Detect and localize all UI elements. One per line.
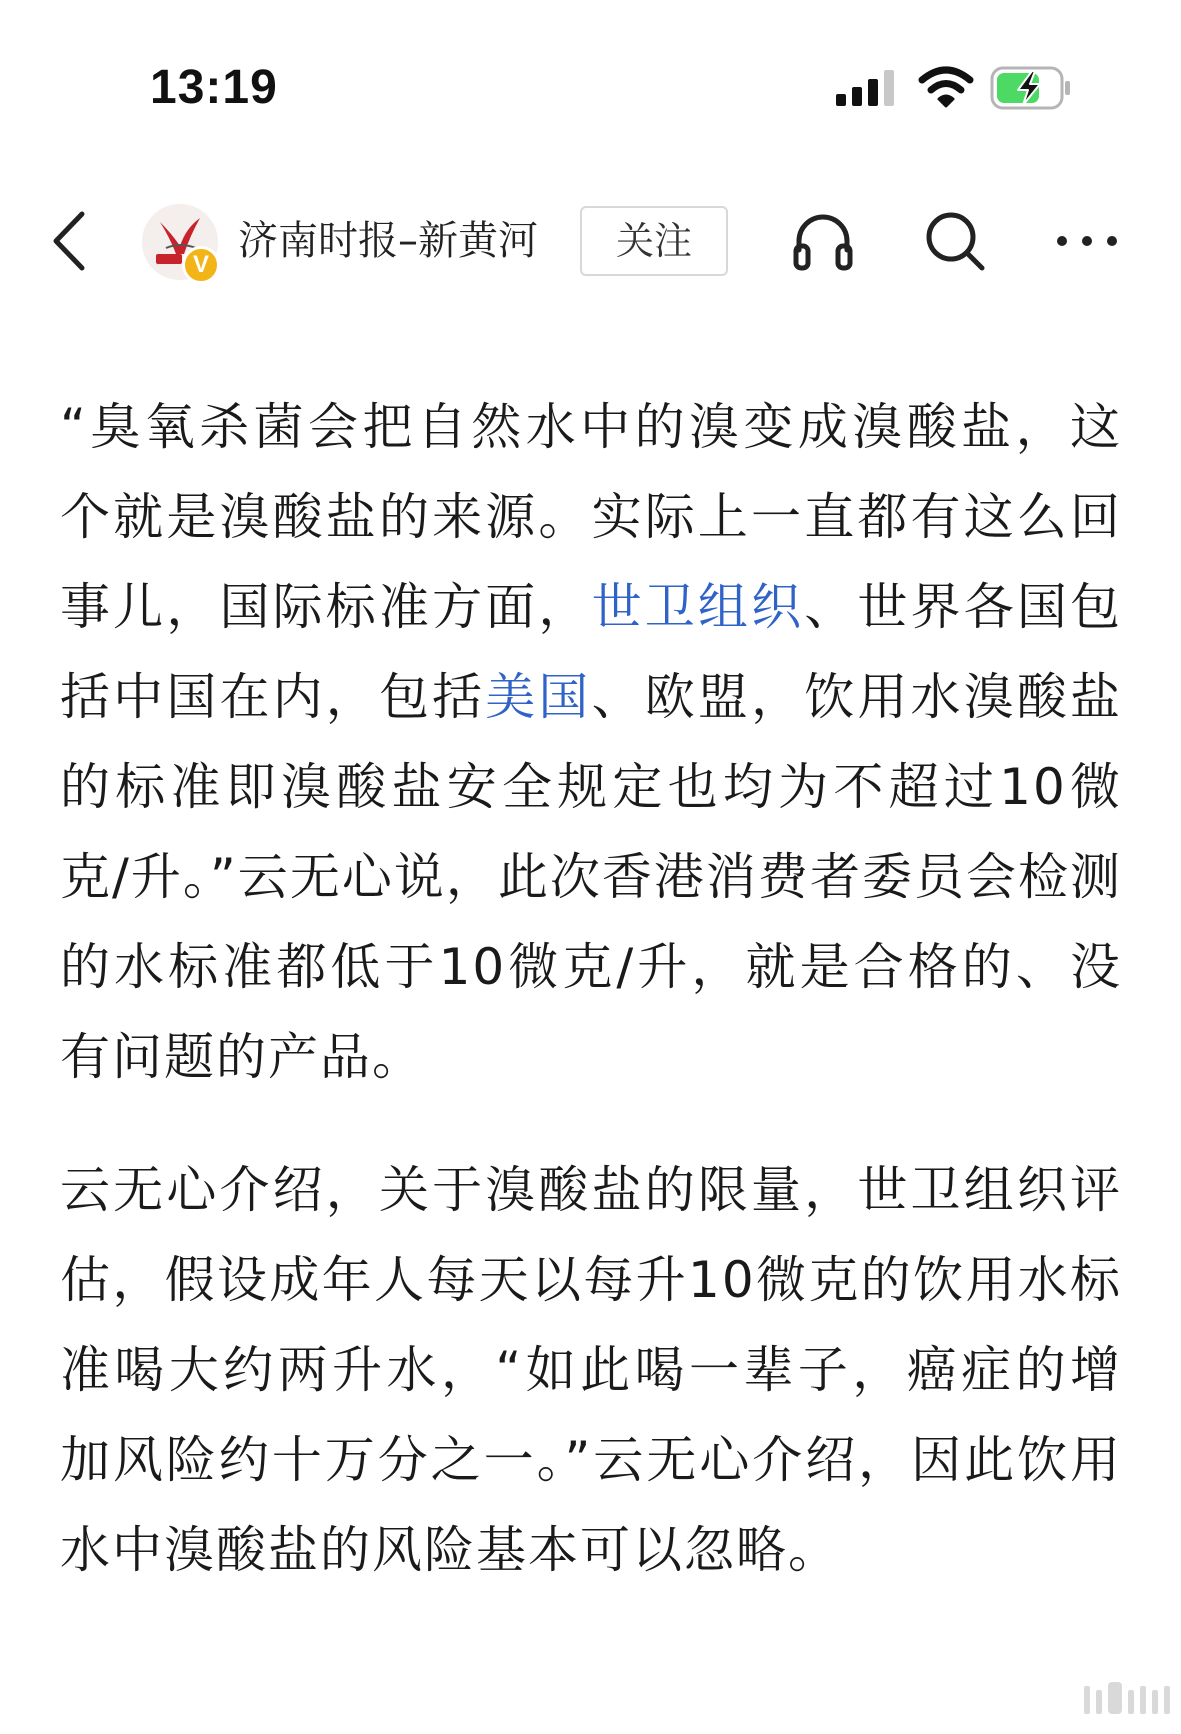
status-time: 13:19 [150, 61, 278, 114]
cellular-signal-icon [836, 70, 898, 106]
status-bar [0, 0, 1181, 130]
link-who[interactable]: 世卫组织 [591, 578, 805, 636]
article-paragraph [60, 382, 1122, 1102]
paragraph-text: 、欧盟，饮用水溴酸盐的标准即溴酸盐安全规定也均为不超过10微克/升。”云无心说，此次香港消费者委员会检测的水标准都低于10微克/升，就是合格的、没有问题的产品。 [60, 668, 1123, 1086]
account-name[interactable]: 济南时报–新黄河 [238, 218, 538, 264]
battery-charging-icon [990, 66, 1072, 110]
paragraph-text: “臭氧杀菌会把自然水中的溴变成溴酸盐，这个就是溴酸盐的来源。实际上一直都有这么回事儿，国际标准方面， [60, 398, 1122, 636]
verified-badge: V [182, 246, 220, 284]
link-usa[interactable]: 美国 [485, 668, 592, 726]
watermark-icon [1080, 1678, 1176, 1718]
article-paragraph: 云无心介绍，关于溴酸盐的限量，世卫组织评估，假设成年人每天以每升10微克的饮用水标准喝大约两升水，“如此喝一辈子，癌症的增加风险约十万分之一。”云无心介绍，因此饮用水中溴酸盐的风险基本可以忽略。 [60, 1161, 1122, 1579]
follow-button[interactable]: 关注 [580, 206, 728, 276]
scrolled-text-remnant [60, 252, 1120, 312]
wifi-icon [918, 66, 974, 108]
paragraph-text: 、世界各国包括中国在内，包括 [60, 578, 1123, 726]
